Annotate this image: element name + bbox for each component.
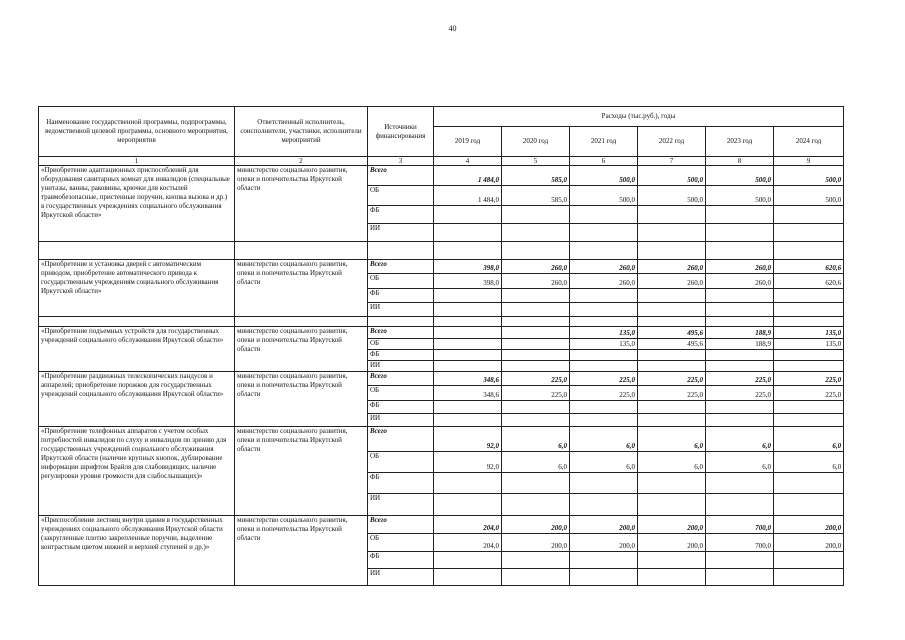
empty-value xyxy=(434,494,502,516)
ob-value: 500,0 xyxy=(774,186,844,206)
header-year: 2021 год xyxy=(570,127,638,157)
empty-value xyxy=(638,552,706,569)
ob-value: 260,0 xyxy=(706,274,774,289)
empty-value xyxy=(706,289,774,303)
spacer-cell xyxy=(502,242,570,260)
col-number: 5 xyxy=(502,157,570,166)
table-body xyxy=(39,166,844,586)
table-row xyxy=(39,166,844,186)
ob-value: 500,0 xyxy=(638,186,706,206)
empty-value xyxy=(502,206,570,224)
ob-value: 135,0 xyxy=(774,339,844,350)
total-value: 260,0 xyxy=(706,260,774,274)
empty-value xyxy=(502,401,570,414)
ob-value: 6,0 xyxy=(774,452,844,473)
empty-value xyxy=(570,224,638,242)
empty-value xyxy=(570,473,638,494)
activity-name: «Приспособление лестниц внутри здания в государственных учреждениях социального обслуживания Иркутской области (закругленные плотно закрепленные поручни, выделение контрастным цветом нижней и верхней ступеней и др.)» xyxy=(39,516,235,586)
empty-value xyxy=(570,494,638,516)
ob-value: 188,9 xyxy=(706,339,774,350)
empty-value xyxy=(638,569,706,586)
total-value: 500,0 xyxy=(706,166,774,186)
empty-value xyxy=(638,289,706,303)
col-number: 9 xyxy=(774,157,844,166)
spacer-cell xyxy=(434,317,502,327)
empty-value xyxy=(570,361,638,372)
ob-value: 135,0 xyxy=(570,339,638,350)
spacer-cell xyxy=(502,317,570,327)
source-label: ФБ xyxy=(368,473,434,494)
empty-value xyxy=(502,289,570,303)
ob-value: 225,0 xyxy=(774,386,844,401)
empty-value xyxy=(638,473,706,494)
spacer-row xyxy=(39,317,844,327)
empty-value xyxy=(706,414,774,427)
empty-value xyxy=(774,552,844,569)
total-value: 6,0 xyxy=(502,427,570,452)
total-value: 200,0 xyxy=(570,516,638,534)
empty-value xyxy=(502,473,570,494)
empty-value xyxy=(706,224,774,242)
activity-executor: министерство социального развития, опеки и попечительства Иркутской области xyxy=(235,427,368,516)
ob-value xyxy=(434,339,502,350)
empty-value xyxy=(570,289,638,303)
table-row xyxy=(39,260,844,274)
empty-value xyxy=(502,569,570,586)
total-value: 6,0 xyxy=(638,427,706,452)
ob-value: 6,0 xyxy=(570,452,638,473)
empty-value xyxy=(706,361,774,372)
col-number: 8 xyxy=(706,157,774,166)
spacer-cell xyxy=(638,317,706,327)
empty-value xyxy=(706,569,774,586)
ob-value: 200,0 xyxy=(570,534,638,552)
activity-executor: министерство социального развития, опеки и попечительства Иркутской области xyxy=(235,260,368,317)
ob-value: 260,0 xyxy=(570,274,638,289)
spacer-cell xyxy=(774,242,844,260)
empty-value xyxy=(638,414,706,427)
header-year: 2024 год xyxy=(774,127,844,157)
activity-executor: министерство социального развития, опеки и попечительства Иркутской области xyxy=(235,516,368,586)
empty-value xyxy=(502,350,570,361)
total-value: 500,0 xyxy=(774,166,844,186)
ob-value: 204,0 xyxy=(434,534,502,552)
ob-value: 200,0 xyxy=(638,534,706,552)
spacer-cell xyxy=(570,317,638,327)
empty-value xyxy=(774,303,844,317)
col-number: 4 xyxy=(434,157,502,166)
empty-value xyxy=(570,552,638,569)
activity-name: «Приобретение раздвижных телескопических пандусов и аппарелей; приобретение порожков для государственных учреждений социального обслуживания Иркутской области» xyxy=(39,372,235,427)
table-row xyxy=(39,427,844,452)
activity-name: «Приобретение телефонных аппаратов с учетом особых потребностей инвалидов по слуху и инвалидов по зрению для государственных учреждений социального обслуживания Иркутской области (наличие крупных кнопок, дублирование информации шрифтом Брайля для слабовидящих, наличие регулировки уровня громкости для слабослышащих)» xyxy=(39,427,235,516)
empty-value xyxy=(638,206,706,224)
ob-value: 6,0 xyxy=(706,452,774,473)
source-label: ИИ xyxy=(368,224,434,242)
expenses-table xyxy=(38,106,844,586)
empty-value xyxy=(502,303,570,317)
total-value: 1 484,0 xyxy=(434,166,502,186)
total-value: 6,0 xyxy=(570,427,638,452)
empty-value xyxy=(570,401,638,414)
empty-value xyxy=(434,224,502,242)
ob-value: 260,0 xyxy=(502,274,570,289)
empty-value xyxy=(638,494,706,516)
empty-value xyxy=(774,414,844,427)
ob-value: 1 484,0 xyxy=(434,186,502,206)
total-value: 260,0 xyxy=(570,260,638,274)
empty-value xyxy=(434,289,502,303)
ob-value: 700,0 xyxy=(706,534,774,552)
empty-value xyxy=(774,401,844,414)
total-value: 204,0 xyxy=(434,516,502,534)
empty-value xyxy=(434,473,502,494)
source-label: ИИ xyxy=(368,414,434,427)
total-value: 260,0 xyxy=(502,260,570,274)
source-label: ИИ xyxy=(368,361,434,372)
empty-value xyxy=(434,206,502,224)
empty-value xyxy=(774,289,844,303)
source-label: Всего xyxy=(368,327,434,339)
activity-executor: министерство социального развития, опеки и попечительства Иркутской области xyxy=(235,166,368,242)
empty-value xyxy=(774,361,844,372)
spacer-cell xyxy=(235,242,368,260)
spacer-cell xyxy=(706,317,774,327)
empty-value xyxy=(638,224,706,242)
empty-value xyxy=(434,350,502,361)
empty-value xyxy=(502,361,570,372)
ob-value: 225,0 xyxy=(706,386,774,401)
source-label: ИИ xyxy=(368,303,434,317)
empty-value xyxy=(706,350,774,361)
total-value: 500,0 xyxy=(638,166,706,186)
header-executor: Ответственный исполнитель, соисполнители, участники, исполнители мероприятий xyxy=(235,107,368,157)
ob-value: 6,0 xyxy=(502,452,570,473)
ob-value: 260,0 xyxy=(638,274,706,289)
ob-value: 200,0 xyxy=(502,534,570,552)
spacer-cell xyxy=(39,317,235,327)
ob-value: 500,0 xyxy=(706,186,774,206)
empty-value xyxy=(774,473,844,494)
col-number: 7 xyxy=(638,157,706,166)
spacer-row xyxy=(39,242,844,260)
source-label: Всего xyxy=(368,427,434,452)
empty-value xyxy=(570,414,638,427)
total-value: 6,0 xyxy=(706,427,774,452)
total-value: 225,0 xyxy=(706,372,774,386)
ob-value: 620,6 xyxy=(774,274,844,289)
total-value: 200,0 xyxy=(638,516,706,534)
header-source: Источники финансирования xyxy=(368,107,434,157)
header-name: Наименование государственной программы, подпрограммы, ведомственной целевой программы, основного мероприятия, мероприятия xyxy=(39,107,235,157)
source-label: ОБ xyxy=(368,386,434,401)
empty-value xyxy=(502,552,570,569)
empty-value xyxy=(774,350,844,361)
empty-value xyxy=(706,494,774,516)
spacer-cell xyxy=(706,242,774,260)
total-value: 200,0 xyxy=(502,516,570,534)
ob-value: 500,0 xyxy=(570,186,638,206)
total-value xyxy=(434,327,502,339)
table-row xyxy=(39,516,844,534)
source-label: ОБ xyxy=(368,186,434,206)
empty-value xyxy=(570,569,638,586)
source-label: Всего xyxy=(368,260,434,274)
empty-value xyxy=(434,303,502,317)
spacer-cell xyxy=(368,242,434,260)
source-label: Всего xyxy=(368,166,434,186)
empty-value xyxy=(570,350,638,361)
source-label: Всего xyxy=(368,516,434,534)
total-value: 225,0 xyxy=(502,372,570,386)
ob-value: 225,0 xyxy=(638,386,706,401)
source-label: ОБ xyxy=(368,452,434,473)
empty-value xyxy=(502,224,570,242)
source-label: ИИ xyxy=(368,494,434,516)
total-value: 348,6 xyxy=(434,372,502,386)
empty-value xyxy=(774,494,844,516)
empty-value xyxy=(502,414,570,427)
total-value: 260,0 xyxy=(638,260,706,274)
total-value: 225,0 xyxy=(774,372,844,386)
source-label: ИИ xyxy=(368,569,434,586)
total-value: 620,6 xyxy=(774,260,844,274)
spacer-cell xyxy=(638,242,706,260)
ob-value: 585,0 xyxy=(502,186,570,206)
ob-value xyxy=(502,339,570,350)
source-label: ОБ xyxy=(368,339,434,350)
empty-value xyxy=(570,206,638,224)
spacer-cell xyxy=(39,242,235,260)
total-value: 135,0 xyxy=(570,327,638,339)
spacer-cell xyxy=(774,317,844,327)
col-number: 3 xyxy=(368,157,434,166)
activity-name: «Приобретение и установка дверей с автоматическим приводом, приобретение автоматического привода к государственным учреждениям социального обслуживания Иркутской области» xyxy=(39,260,235,317)
spacer-cell xyxy=(434,242,502,260)
header-year: 2022 год xyxy=(638,127,706,157)
activity-executor: министерство социального развития, опеки и попечительства Иркутской области xyxy=(235,327,368,372)
total-value: 700,0 xyxy=(706,516,774,534)
empty-value xyxy=(638,350,706,361)
empty-value xyxy=(434,361,502,372)
activity-name: «Приобретение адаптационных приспособлений для оборудования санитарных комнат для инвалидов (специальные унитазы, ванны, раковины, крючки для костылей травмобезопасные, пристенные поручни, кнопка вызова и др.) в государственных учреждениях социального обслуживания Иркутской области» xyxy=(39,166,235,242)
col-number: 6 xyxy=(570,157,638,166)
spacer-cell xyxy=(570,242,638,260)
total-value: 398,0 xyxy=(434,260,502,274)
ob-value: 495,6 xyxy=(638,339,706,350)
total-value: 6,0 xyxy=(774,427,844,452)
col-number: 2 xyxy=(235,157,368,166)
header-year: 2023 год xyxy=(706,127,774,157)
ob-value: 225,0 xyxy=(502,386,570,401)
total-value: 92,0 xyxy=(434,427,502,452)
source-label: ОБ xyxy=(368,274,434,289)
ob-value: 6,0 xyxy=(638,452,706,473)
total-value xyxy=(502,327,570,339)
total-value: 200,0 xyxy=(774,516,844,534)
empty-value xyxy=(706,303,774,317)
source-label: ОБ xyxy=(368,534,434,552)
source-label: ФБ xyxy=(368,552,434,569)
header-expenses: Расходы (тыс.руб.), годы xyxy=(434,107,844,127)
empty-value xyxy=(570,303,638,317)
total-value: 225,0 xyxy=(638,372,706,386)
total-value: 188,9 xyxy=(706,327,774,339)
empty-value xyxy=(706,552,774,569)
source-label: ФБ xyxy=(368,289,434,303)
header-year: 2019 год xyxy=(434,127,502,157)
col-number: 1 xyxy=(39,157,235,166)
total-value: 585,0 xyxy=(502,166,570,186)
total-value: 500,0 xyxy=(570,166,638,186)
activity-executor: министерство социального развития, опеки и попечительства Иркутской области xyxy=(235,372,368,427)
empty-value xyxy=(638,361,706,372)
ob-value: 398,0 xyxy=(434,274,502,289)
empty-value xyxy=(706,206,774,224)
activity-name: «Приобретение подъемных устройств для государственных учреждений социального обслуживания Иркутской области» xyxy=(39,327,235,372)
empty-value xyxy=(502,494,570,516)
empty-value xyxy=(434,401,502,414)
source-label: ФБ xyxy=(368,401,434,414)
source-label: Всего xyxy=(368,372,434,386)
page-number: 40 xyxy=(448,24,457,33)
spacer-cell xyxy=(368,317,434,327)
empty-value xyxy=(434,569,502,586)
empty-value xyxy=(774,206,844,224)
total-value: 225,0 xyxy=(570,372,638,386)
total-value: 135,0 xyxy=(774,327,844,339)
empty-value xyxy=(706,473,774,494)
empty-value xyxy=(706,401,774,414)
total-value: 495,6 xyxy=(638,327,706,339)
ob-value: 225,0 xyxy=(570,386,638,401)
empty-value xyxy=(638,303,706,317)
table-row xyxy=(39,327,844,339)
empty-value xyxy=(774,569,844,586)
empty-value xyxy=(638,401,706,414)
header-year: 2020 год xyxy=(502,127,570,157)
empty-value xyxy=(434,414,502,427)
source-label: ФБ xyxy=(368,350,434,361)
empty-value xyxy=(434,552,502,569)
ob-value: 92,0 xyxy=(434,452,502,473)
empty-value xyxy=(774,224,844,242)
ob-value: 348,6 xyxy=(434,386,502,401)
ob-value: 200,0 xyxy=(774,534,844,552)
spacer-cell xyxy=(235,317,368,327)
table-row xyxy=(39,372,844,386)
source-label: ФБ xyxy=(368,206,434,224)
